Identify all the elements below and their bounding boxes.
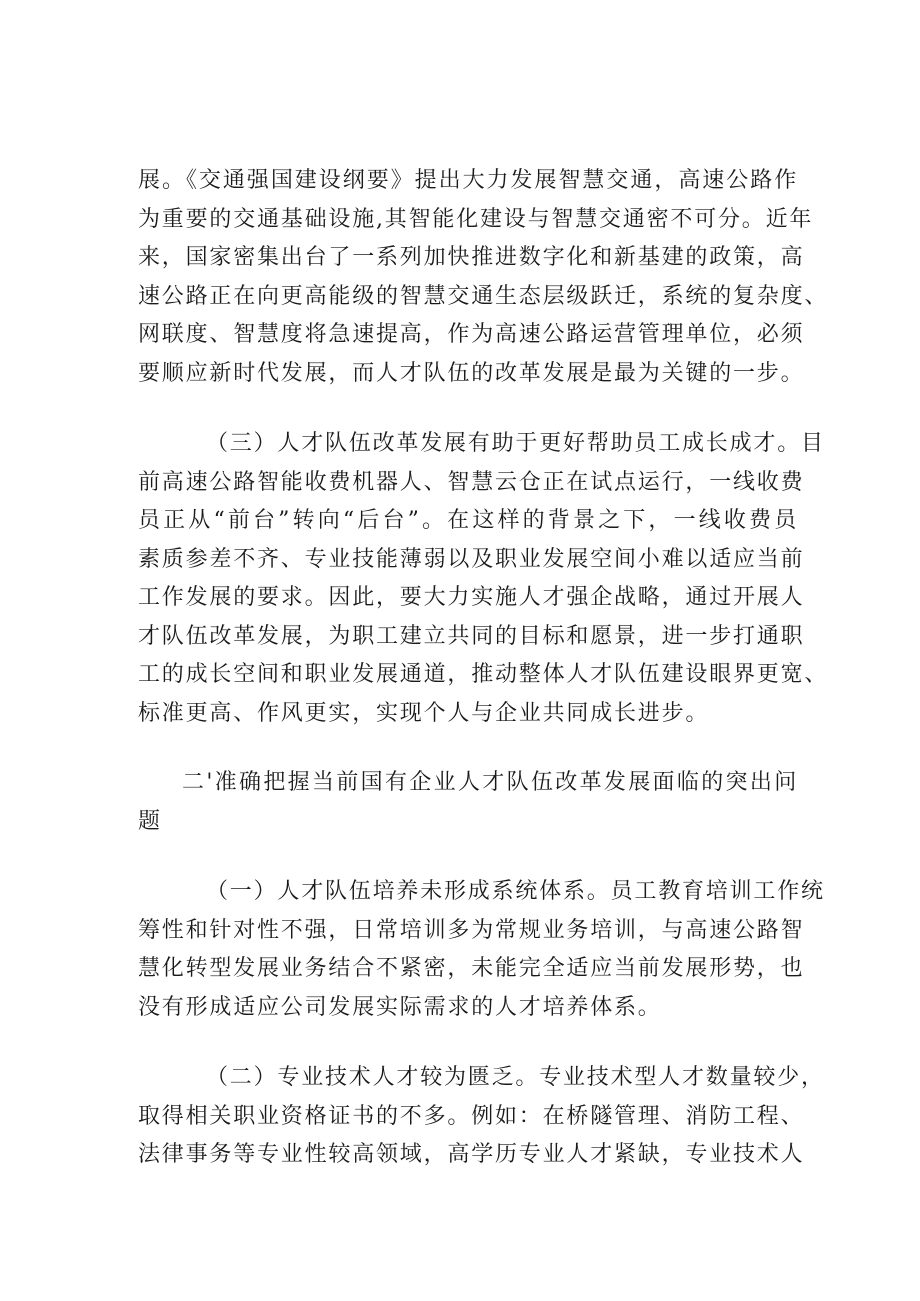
paragraph-line: 速公路正在向更高能级的智慧交通生态层级跃迁，系统的复杂度、 <box>138 283 829 309</box>
paragraph-line: 取得相关职业资格证书的不多。例如：在桥隧管理、消防工程、 <box>138 1103 805 1129</box>
paragraph-line: 员正从“前台”转向“后台”。在这样的背景之下，一线收费员 <box>138 508 798 533</box>
paragraph-employee-growth <box>138 425 829 733</box>
paragraph-line: 前高速公路智能收费机器人、智慧云仓正在试点运行，一线收费 <box>138 469 805 495</box>
paragraph-digital-transformation <box>138 162 829 393</box>
paragraph-line: 慧化转型发展业务结合不紧密，未能完全适应当前发展形势，也 <box>138 956 805 981</box>
section-heading-line: 二'准确把握当前国有企业人才队伍改革发展面临的突出问 <box>182 770 798 795</box>
paragraph-line: 来，国家密集出台了一系列加快推进数字化和新基建的政策，高 <box>138 245 805 270</box>
paragraph-line: 工的成长空间和职业发展通道，推动整体人才队伍建设眼界更宽、 <box>138 662 829 687</box>
paragraph-line: （一）人才队伍培养未形成系统体系。员工教育培训工作统 <box>206 879 825 904</box>
paragraph-line: 才队伍改革发展，为职工建立共同的目标和愿景，进一步打通职 <box>138 623 805 649</box>
paragraph-line: 展。《交通强国建设纲要》提出大力发展智慧交通，高速公路作 <box>138 168 798 193</box>
paragraph-line: 没有形成适应公司发展实际需求的人才培养体系。 <box>138 994 662 1020</box>
paragraph-line: （二）专业技术人才较为匮乏。专业技术型人才数量较少， <box>206 1065 825 1090</box>
paragraph-line: 法律事务等专业性较高领域，高学历专业人才紧缺，专业技术人 <box>138 1142 805 1167</box>
document-body <box>138 162 829 1175</box>
paragraph-line: 素质参差不齐、专业技能薄弱以及职业发展空间小难以适应当前 <box>138 546 805 572</box>
paragraph-line: 要顺应新时代发展，而人才队伍的改革发展是最为关键的一步。 <box>138 360 805 386</box>
paragraph-training-system <box>138 873 825 1027</box>
paragraph-line: 筹性和针对性不强，日常培训多为常规业务培训，与高速公路智 <box>138 917 805 943</box>
paragraph-professional-talent <box>138 1059 825 1175</box>
paragraph-line: 工作发展的要求。因此，要大力实施人才强企战略，通过开展人 <box>138 585 805 610</box>
paragraph-line: 标准更高、作风更实，实现个人与企业共同成长进步。 <box>138 700 710 726</box>
section-heading-line: 题 <box>138 808 162 834</box>
paragraph-line: 为重要的交通基础设施,其智能化建设与智慧交通密不可分。近年 <box>138 206 814 232</box>
paragraph-line: （三）人才队伍改革发展有助于更好帮助员工成长成才。目 <box>206 431 825 456</box>
paragraph-line: 网联度、智慧度将急速提高，作为高速公路运营管理单位，必须 <box>138 322 805 347</box>
section-heading-problems <box>138 764 798 841</box>
